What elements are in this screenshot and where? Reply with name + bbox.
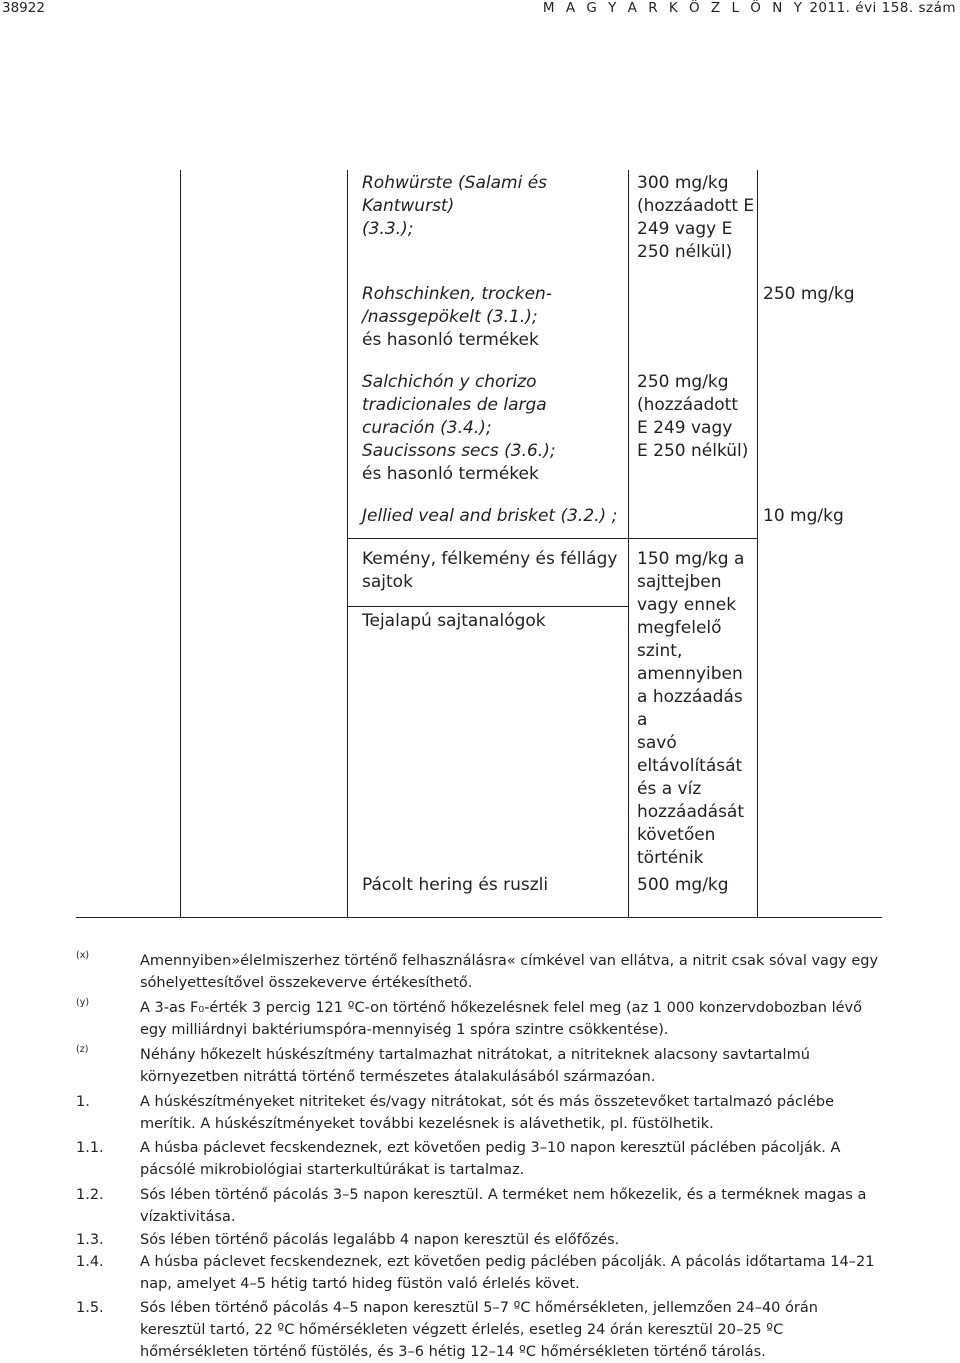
product-cell: Tejalapú sajtanalógok [362, 611, 546, 631]
cell-divider-amount [628, 538, 758, 539]
footnote-marker: (y) [76, 997, 90, 1008]
note-text: A húskészítményeket nitriteket és/vagy nitrátokat, sót és más összetevőket tartalmazó páclébe merítik. A húskészítményeket további kezelésnek is alávethetik, pl. füstölhetik. [140, 1094, 835, 1132]
note-number: 1.3. [76, 1232, 104, 1248]
running-header [543, 0, 956, 16]
note-number: 1.4. [76, 1254, 104, 1270]
page-number: 38922 [2, 0, 45, 16]
footnote-marker: (z) [76, 1044, 89, 1055]
product-cell: Jellied veal and brisket (3.2.) ; [362, 506, 618, 526]
footnote-text: Amennyiben»élelmiszerhez történő felhasználásra« címkével van ellátva, a nitrit csak sóval vagy egy sóhelyettesítővel összekeverve értékesíthető. [140, 953, 879, 991]
footnote-text: A 3-as F₀-érték 3 percig 121 ºC-on történő hőkezelésnek felel meg (az 1 000 konzervdobozban lévő egy milliárdnyi baktériumspóra-mennyiség 1 spóra szintre csökkentése). [140, 1000, 862, 1038]
note-text: Sós lében történő pácolás 4–5 napon keresztül 5–7 ºC hőmérsékleten, jellemzően 24–40 órán keresztül tartó, 22 ºC hőmérsékleten végzett érlelés, esetleg 24 órán keresztül 20–25 ºC hőmérsékleten történő füstölés, és 3–6 hétig 12–14 ºC hőmérsékleten történő tárolás. [140, 1300, 818, 1360]
residual-cell: 10 mg/kg [763, 506, 844, 526]
column-rule-3 [628, 170, 629, 918]
amount-cell: 150 mg/kg a sajttejben vagy ennek megfelelő szint, amennyiben a hozzáadás a savó eltávolítását és a víz hozzáadását követően történik [637, 549, 745, 868]
note-text: Sós lében történő pácolás legalább 4 napon keresztül és előfőzés. [140, 1232, 620, 1248]
note-number: 1.1. [76, 1140, 104, 1156]
column-rule-2 [347, 170, 348, 918]
residual-cell: 250 mg/kg [763, 284, 855, 304]
journal-title: M A G Y A R K Ö Z L Ö N Y [542, 0, 806, 16]
amount-cell: 250 mg/kg (hozzáadott E 249 vagy E 250 nélkül) [637, 372, 749, 461]
amount-cell: 300 mg/kg (hozzáadott E 249 vagy E 250 nélkül) [637, 173, 755, 262]
cell-divider-analog [347, 606, 629, 607]
note-text: A húsba páclevet fecskendeznek, ezt követően pedig páclében pácolják. A pácolás időtartama 14–21 nap, amelyet 4–5 hétig tartó hideg füstön való érlelés követ. [140, 1254, 875, 1292]
product-cell: Salchichón y chorizo tradicionales de larga curación (3.4.); Saucissons secs (3.6.); [362, 372, 556, 461]
note-number: 1.2. [76, 1187, 104, 1203]
amount-cell: 500 mg/kg [637, 875, 729, 895]
note-text: Sós lében történő pácolás 3–5 napon keresztül. A terméket nem hőkezelik, és a terméknek magas a vízaktivitása. [140, 1187, 867, 1225]
footnote-text: Néhány hőkezelt húskészítmény tartalmazhat nitrátokat, a nitriteknek alacsony savtartalmú környezetben nitráttá történő természetes átalakulásából származóan. [140, 1047, 810, 1085]
product-cell: Rohwürste (Salami és Kantwurst) (3.3.); [362, 173, 548, 239]
note-number: 1. [76, 1094, 90, 1110]
note-number: 1.5. [76, 1300, 104, 1316]
column-rule-1 [180, 170, 181, 918]
note-text: A húsba páclevet fecskendeznek, ezt követően pedig 3–10 napon keresztül páclében pácolják. A pácsólé mikrobiológiai starterkultúrákat is tartalmaz. [140, 1140, 841, 1178]
column-rule-4 [757, 170, 758, 918]
cell-divider-product [347, 538, 629, 539]
product-cell-suffix: és hasonló termékek [362, 464, 539, 484]
product-cell: Rohschinken, trocken- /nassgepökelt (3.1.); [362, 284, 552, 327]
product-cell: Pácolt hering és ruszli [362, 875, 549, 895]
table-bottom-rule [76, 917, 882, 918]
footnote-marker: (x) [76, 950, 90, 961]
issue-label: 2011. évi 158. szám [809, 0, 956, 16]
product-cell-suffix: és hasonló termékek [362, 330, 539, 350]
product-cell: Kemény, félkemény és féllágy sajtok [362, 549, 618, 592]
